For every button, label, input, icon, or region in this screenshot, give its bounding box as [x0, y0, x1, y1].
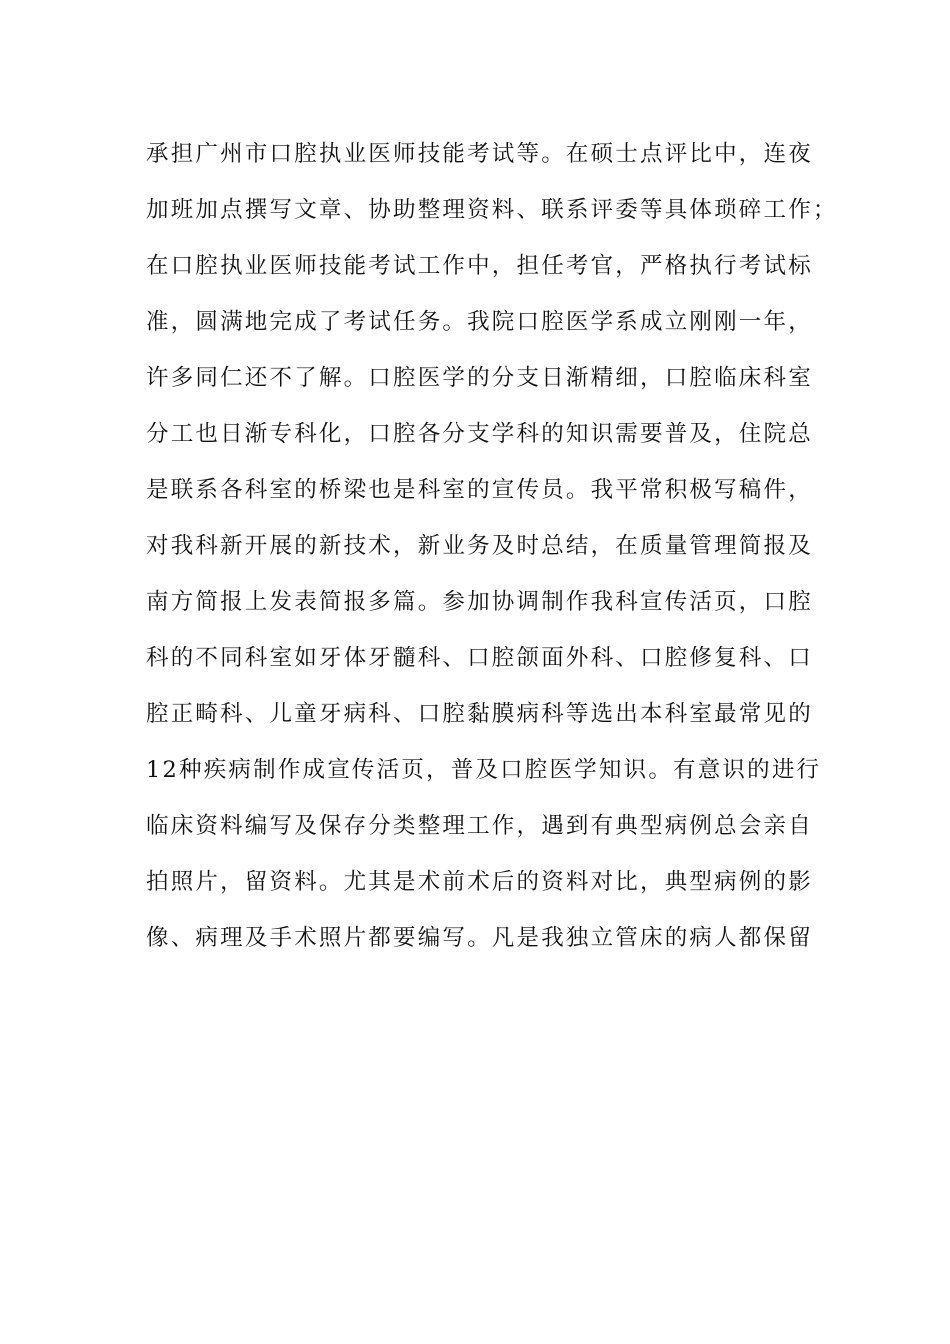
text-line-10: 科的不同科室如牙体牙髓科、口腔颌面外科、口腔修复科、口: [146, 645, 813, 671]
text-line-12: 12种疾病制作成宣传活页，普及口腔医学知识。有意识的进行: [146, 757, 822, 783]
text-line-4: 准，圆满地完成了考试任务。我院口腔医学系成立刚刚一年，: [146, 309, 813, 335]
text-line-7: 是联系各科室的桥梁也是科室的宣传员。我平常积极写稿件，: [146, 477, 813, 503]
text-line-2: 加班加点撰写文章、协助整理资料、联系评委等具体琐碎工作；: [146, 197, 838, 223]
text-line-11: 腔正畸科、儿童牙病科、口腔黏膜病科等选出本科室最常见的: [146, 701, 813, 727]
text-line-5: 许多同仁还不了解。口腔医学的分支日渐精细，口腔临床科室: [146, 365, 813, 391]
body-paragraph: [146, 134, 838, 974]
text-line-1: 承担广州市口腔执业医师技能考试等。在硕士点评比中，连夜: [146, 141, 813, 167]
text-line-13: 临床资料编写及保存分类整理工作，遇到有典型病例总会亲自: [146, 813, 813, 839]
text-line-6: 分工也日渐专科化，口腔各分支学科的知识需要普及，住院总: [146, 421, 813, 447]
text-line-3: 在口腔执业医师技能考试工作中，担任考官，严格执行考试标: [146, 253, 813, 279]
text-line-14: 拍照片，留资料。尤其是术前术后的资料对比，典型病例的影: [146, 869, 813, 895]
text-line-9: 南方简报上发表简报多篇。参加协调制作我科宣传活页，口腔: [146, 589, 813, 615]
text-line-8: 对我科新开展的新技术，新业务及时总结，在质量管理简报及: [146, 533, 813, 559]
text-line-15: 像、病理及手术照片都要编写。凡是我独立管床的病人都保留: [146, 925, 813, 951]
